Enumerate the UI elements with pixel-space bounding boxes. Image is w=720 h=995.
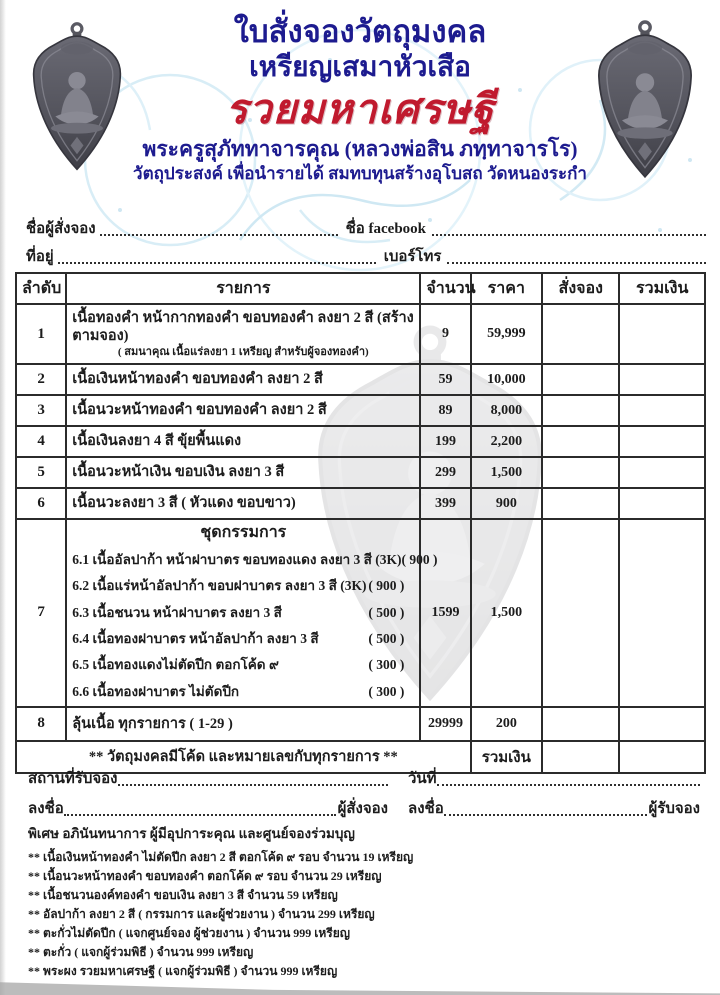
- table-row: [16, 488, 705, 519]
- item-description: [66, 426, 420, 457]
- item-quantity: 1599: [420, 519, 470, 707]
- signature-section: [28, 760, 700, 820]
- giveaway-note: ** เนื้อนวะหน้าทองคำ ขอบทองคำ ตอกโค้ด ๙ รอบ จำนวน 29 เหรียญ: [28, 868, 382, 883]
- table-row: [16, 364, 705, 395]
- item-sub-note: ( สมนาคุณ เนื้อแร่ลงยา 1 เหรียญ สำหรับผู้จองทองคำ): [117, 345, 369, 358]
- item-description-text: เนื้อเงินลงยา 4 สี ขุ้ยพื้นแดง: [72, 433, 242, 450]
- special-section: [28, 822, 588, 981]
- item-description-text: ลุ้นเนื้อ ทุกรายการ ( 1-29 ): [72, 715, 233, 732]
- order-quantity-cell: [542, 519, 619, 707]
- group-item: [72, 573, 414, 599]
- item-description-text: เนื้อนวะหน้าเงิน ขอบเงิน ลงยา 3 สี: [72, 464, 285, 481]
- pickup-place-field: [118, 783, 388, 786]
- item-description: [66, 707, 420, 741]
- order-quantity-cell: [542, 304, 619, 364]
- row-total-cell: [619, 395, 705, 426]
- row-number: 5: [16, 457, 66, 488]
- date-label: วันที่: [408, 771, 437, 787]
- receiver-suffix: ผู้รับจอง: [648, 801, 700, 817]
- order-quantity-cell: [542, 457, 619, 488]
- sign-orderer-field: [64, 813, 336, 816]
- facebook-label: ชื่อ facebook: [345, 221, 427, 237]
- orderer-name-label: ชื่อผู้สั่งจอง: [26, 221, 96, 237]
- row-total-cell: [619, 426, 705, 457]
- form-title: ใบสั่งจองวัตถุมงคล: [233, 14, 487, 49]
- group-item-text: 6.2 เนื้อแร่หน้าอัลปาก้า ขอบฝาบาตร ลงยา 3 สี (3K): [72, 578, 367, 594]
- group-item-quantity: ( 300 ): [368, 683, 405, 699]
- order-quantity-cell: [542, 364, 619, 395]
- item-price: 59,999: [471, 304, 542, 364]
- row-total-cell: [619, 304, 705, 364]
- orderer-row: [26, 216, 706, 240]
- order-table: [15, 272, 706, 774]
- table-header-cell: จำนวน: [420, 273, 470, 304]
- code-note: ** วัตถุมงคลมีโค้ด และหมายเลขกับทุกรายการ **: [16, 741, 471, 773]
- group-item-quantity: ( 500 ): [368, 604, 405, 620]
- row-total-cell: [619, 488, 705, 519]
- table-row: [16, 519, 705, 707]
- row-number: 6: [16, 488, 66, 519]
- item-description: [66, 519, 438, 707]
- table-header-cell: ราคา: [471, 273, 542, 304]
- group-item: [72, 600, 414, 626]
- item-price: 900: [471, 488, 542, 519]
- item-quantity: 399: [420, 488, 470, 519]
- item-description: [66, 488, 420, 519]
- series-name: รวยมหาเศรษฐี: [225, 85, 495, 132]
- group-item: [72, 679, 414, 705]
- item-description: [66, 304, 420, 364]
- item-description-text: เนื้อนวะลงยา 3 สี ( หัวแดง ขอบขาว): [72, 495, 296, 512]
- giveaway-note: ** พระผง รวยมหาเศรษฐี ( แจกผู้ร่วมพิธี ) จำนวน 999 เหรียญ: [28, 963, 338, 978]
- row-total-cell: [619, 707, 705, 741]
- row-number: 2: [16, 364, 66, 395]
- monk-name: พระครูสุภัททาจารคุณ (หลวงพ่อสิน ภทฺทาจารโร): [142, 136, 578, 161]
- row-number: 3: [16, 395, 66, 426]
- sign-receiver-field: [444, 813, 647, 816]
- orderer-name-field: [100, 233, 338, 236]
- item-quantity: 29999: [420, 707, 470, 741]
- address-label: ที่อยู่: [26, 249, 54, 265]
- coin-name: เหรียญเสมาหัวเสือ: [249, 51, 471, 83]
- row-total-cell: [619, 519, 705, 707]
- order-quantity-cell: [542, 395, 619, 426]
- scan-edge-left: [0, 0, 6, 995]
- scan-edge-bottom: [0, 979, 720, 995]
- item-price: 200: [471, 707, 542, 741]
- row-total-cell: [619, 364, 705, 395]
- table-row: [16, 304, 705, 364]
- sign-receiver-label: ลงชื่อ: [408, 801, 444, 817]
- facebook-field: [432, 233, 706, 236]
- item-price: 8,000: [471, 395, 542, 426]
- giveaway-note: ** ตะกั่ว ( แจกผู้ร่วมพิธี ) จำนวน 999 เหรียญ: [28, 944, 254, 959]
- giveaway-note: ** เนื้อชนวนองค์ทองคำ ขอบเงิน ลงยา 3 สี จำนวน 59 เหรียญ: [28, 887, 338, 902]
- item-price: 2,200: [471, 426, 542, 457]
- date-field: [437, 783, 700, 786]
- order-quantity-cell: [542, 426, 619, 457]
- table-row: [16, 395, 705, 426]
- item-quantity: 59: [420, 364, 470, 395]
- giveaway-note: ** อัลปาก้า ลงยา 2 สี ( กรรมการ และผู้ช่วยงาน ) จำนวน 299 เหรียญ: [28, 906, 375, 921]
- table-header-cell: สั่งจอง: [542, 273, 619, 304]
- group-item-text: 6.3 เนื้อชนวน หน้าฝาบาตร ลงยา 3 สี: [72, 604, 282, 620]
- item-price: 1,500: [471, 519, 542, 707]
- item-description-text: เนื้อเงินหน้าทองคำ ขอบทองคำ ลงยา 2 สี: [72, 371, 323, 388]
- group-item-text: 6.6 เนื้อทองฝาบาตร ไม่ตัดปีก: [72, 683, 240, 699]
- address-row: [26, 244, 706, 268]
- item-description-text: เนื้อทองคำ หน้ากากทองคำ ขอบทองคำ ลงยา 2 สี (สร้างตามจอง): [72, 309, 414, 344]
- order-quantity-cell: [542, 707, 619, 741]
- item-quantity: 89: [420, 395, 470, 426]
- amulet-medal-left-icon: [22, 20, 132, 178]
- giveaway-note: ** ตะกั่วไม่ตัดปีก ( แจกศูนย์จอง ผู้ช่วยงาน ) จำนวน 999 เหรียญ: [28, 925, 351, 940]
- group-item-text: 6.4 เนื้อทองฝาบาตร หน้าอัลปาก้า ลงยา 3 สี: [72, 630, 319, 646]
- phone-field: [447, 261, 706, 264]
- row-number: 1: [16, 304, 66, 364]
- item-description-text: เนื้อนวะหน้าทองคำ ขอบทองคำ ลงยา 2 สี: [72, 402, 327, 419]
- table-header-cell: รวมเงิน: [619, 273, 705, 304]
- item-description: [66, 457, 420, 488]
- group-item-quantity: ( 500 ): [368, 630, 405, 646]
- grand-total-label: รวมเงิน: [471, 741, 542, 773]
- order-quantity-cell: [542, 488, 619, 519]
- item-description: [66, 395, 420, 426]
- special-header: พิเศษ อภินันทนาการ ผู้มีอุปการะคุณ และศูนย์จองร่วมบุญ: [28, 826, 355, 841]
- amulet-medal-right-icon: [586, 18, 704, 186]
- pickup-place-label: สถานที่รับจอง: [28, 771, 118, 787]
- table-row: [16, 707, 705, 741]
- giveaway-note: ** เนื้อเงินหน้าทองคำ ไม่ตัดปีก ลงยา 2 สี ตอกโค้ด ๙ รอบ จำนวน 19 เหรียญ: [28, 850, 414, 864]
- group-item-quantity: ( 900 ): [401, 552, 438, 567]
- item-description: [66, 364, 420, 395]
- group-item-text: 6.1 เนื้ออัลปาก้า หน้าฝาบาตร ขอบทองแดง ลงยา 3 สี (3K): [72, 552, 402, 567]
- table-header-cell: รายการ: [66, 273, 420, 304]
- group-item-quantity: ( 300 ): [368, 657, 405, 673]
- orderer-suffix: ผู้สั่งจอง: [337, 801, 388, 817]
- group-item-quantity: ( 900 ): [368, 578, 405, 594]
- item-quantity: 299: [420, 457, 470, 488]
- row-total-cell: [619, 457, 705, 488]
- group-item-text: 6.5 เนื้อทองแดงไม่ตัดปีก ตอกโค้ด ๙: [72, 657, 279, 673]
- item-quantity: 199: [420, 426, 470, 457]
- item-quantity: 9: [420, 304, 470, 364]
- table-header-cell: ลำดับ: [16, 273, 66, 304]
- phone-label: เบอร์โทร: [383, 249, 442, 265]
- group-item: [72, 547, 438, 573]
- purpose-line: วัตถุประสงค์ เพื่อนำรายได้ สมทบทุนสร้างอุโบสถ วัดหนองระกำ: [133, 164, 587, 184]
- row-number: 7: [16, 519, 66, 707]
- group-title: ชุดกรรมการ: [200, 524, 287, 541]
- sign-orderer-label: ลงชื่อ: [28, 801, 64, 817]
- address-field: [58, 261, 376, 264]
- item-price: 1,500: [471, 457, 542, 488]
- row-number: 4: [16, 426, 66, 457]
- table-header-row: [16, 273, 705, 304]
- table-row: [16, 426, 705, 457]
- table-row: [16, 457, 705, 488]
- item-price: 10,000: [471, 364, 542, 395]
- group-item: [72, 652, 414, 678]
- group-item: [72, 626, 414, 652]
- row-number: 8: [16, 707, 66, 741]
